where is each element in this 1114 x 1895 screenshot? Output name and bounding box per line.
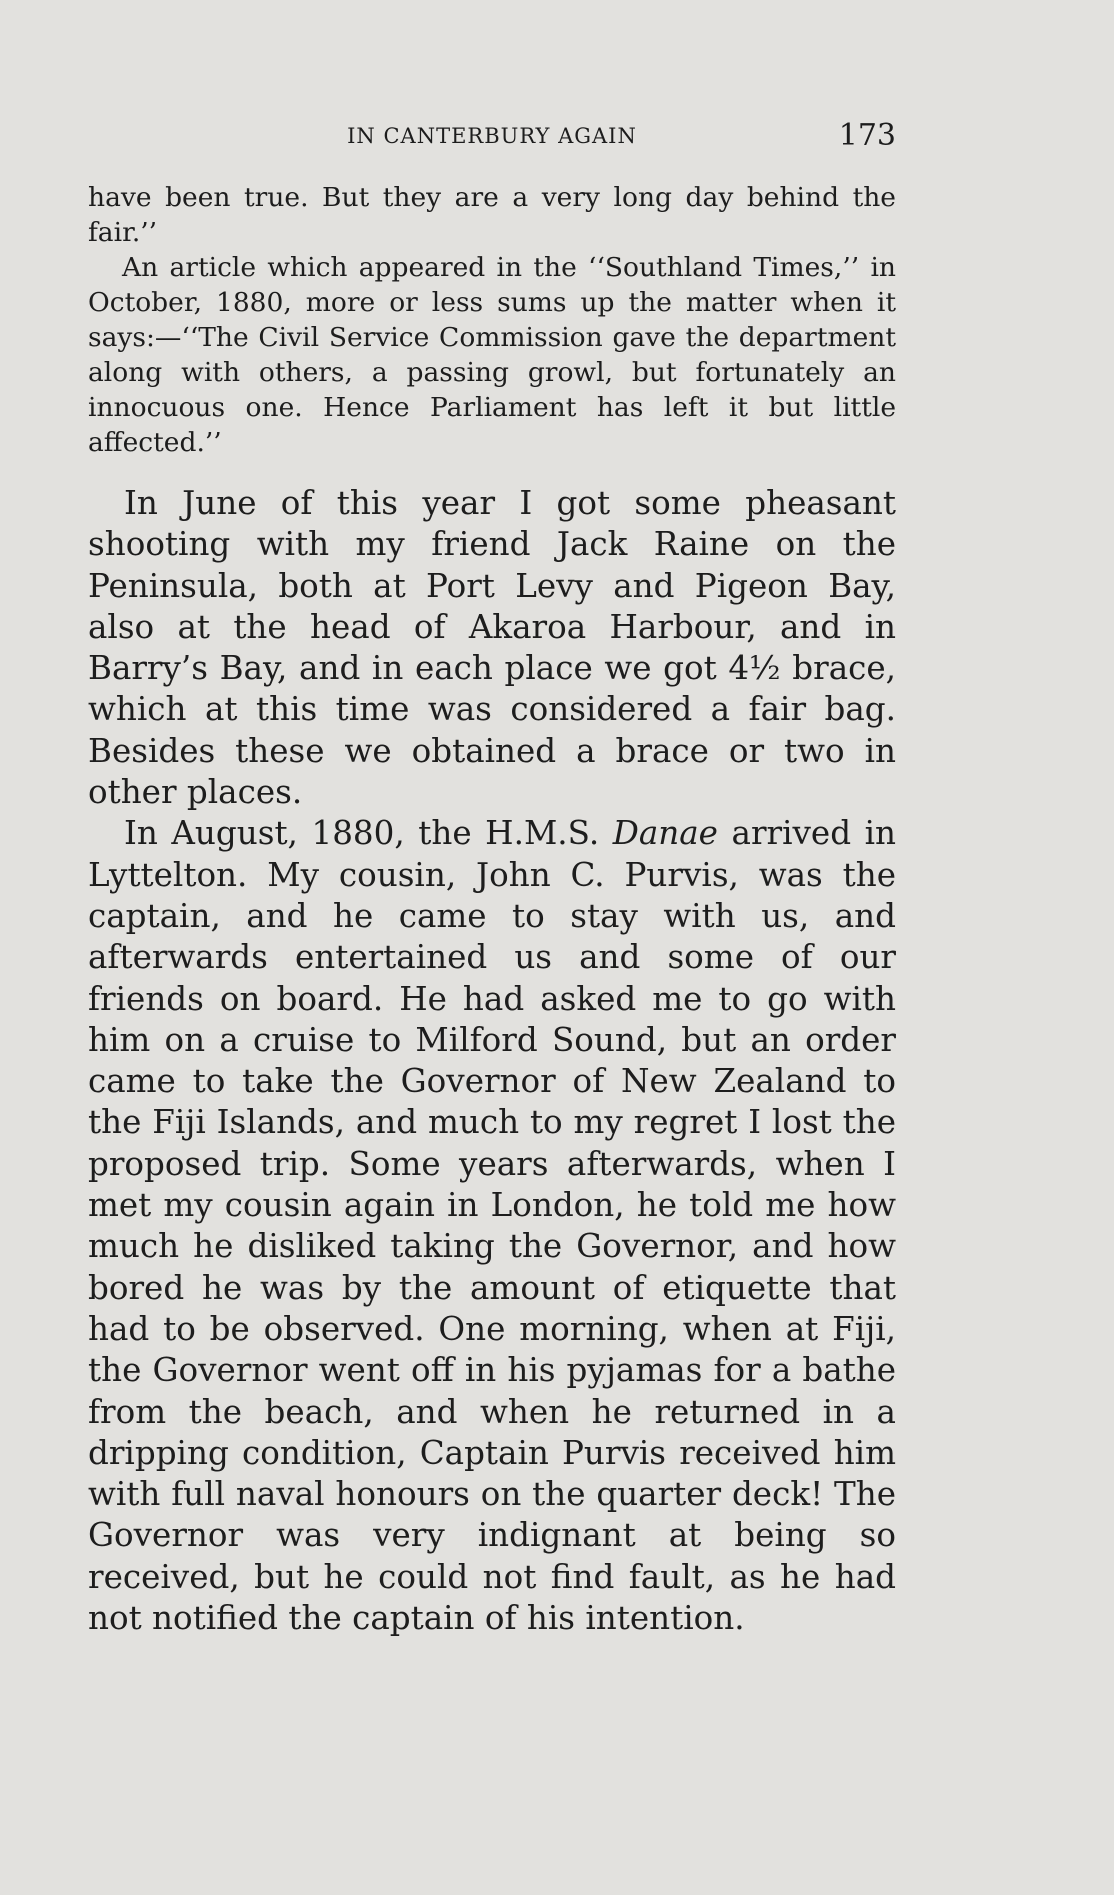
running-title: IN CANTERBURY AGAIN — [347, 124, 637, 148]
paragraph-danae-start: In August, 1880, the H.M.S. — [124, 814, 613, 853]
page-number: 173 — [838, 118, 896, 153]
ship-name: Danae — [612, 814, 718, 853]
body-text — [88, 483, 896, 1639]
quote-continuation: have been true. But they are a very long day behind the fair.’’ — [88, 182, 896, 248]
paragraph-pheasant-shooting: In June of this year I got some pheasant shooting with my friend Jack Raine on the Peninsula, both at Port Levy and Pigeon Bay, also at the head of Akaroa Harbour, and in Barry’s Bay, and in each place we got 4½ brace, which at this time was considered a fair bag. Besides these we obtained a brace or two in other places. — [88, 484, 896, 812]
quoted-passage — [88, 180, 896, 460]
article-paragraph: An article which appeared in the ‘‘Southland Times,’’ in October, 1880, more or less sums up the matter when it says:—‘‘The Civil Service Commission gave the department along with others, a passing growl, but fortunately an innocuous one. Hence Parliament has left it but little affected.’’ — [88, 252, 896, 458]
running-header — [88, 118, 896, 158]
paragraph-danae-rest: arrived in Lyttelton. My cousin, John C. Purvis, was the captain, and he came to stay with us, and afterwards entertained us and some of our friends on board. He had asked me to go with him on a cruise to Milford Sound, but an order came to take the Governor of New Zealand to the Fiji Islands, and much to my regret I lost the proposed trip. Some years afterwards, when I met my cousin again in London, he told me how much he disliked taking the Governor, and how bored he was by the amount of etiquette that had to be observed. One morning, when at Fiji, the Governor went off in his pyjamas for a bathe from the beach, and when he returned in a dripping condition, Captain Purvis received him with full naval honours on the quarter deck! The Governor was very indignant at being so received, but he could not find fault, as he had not notified the captain of his intention. — [88, 814, 897, 1638]
paragraph-danae-arrival — [88, 813, 896, 1639]
